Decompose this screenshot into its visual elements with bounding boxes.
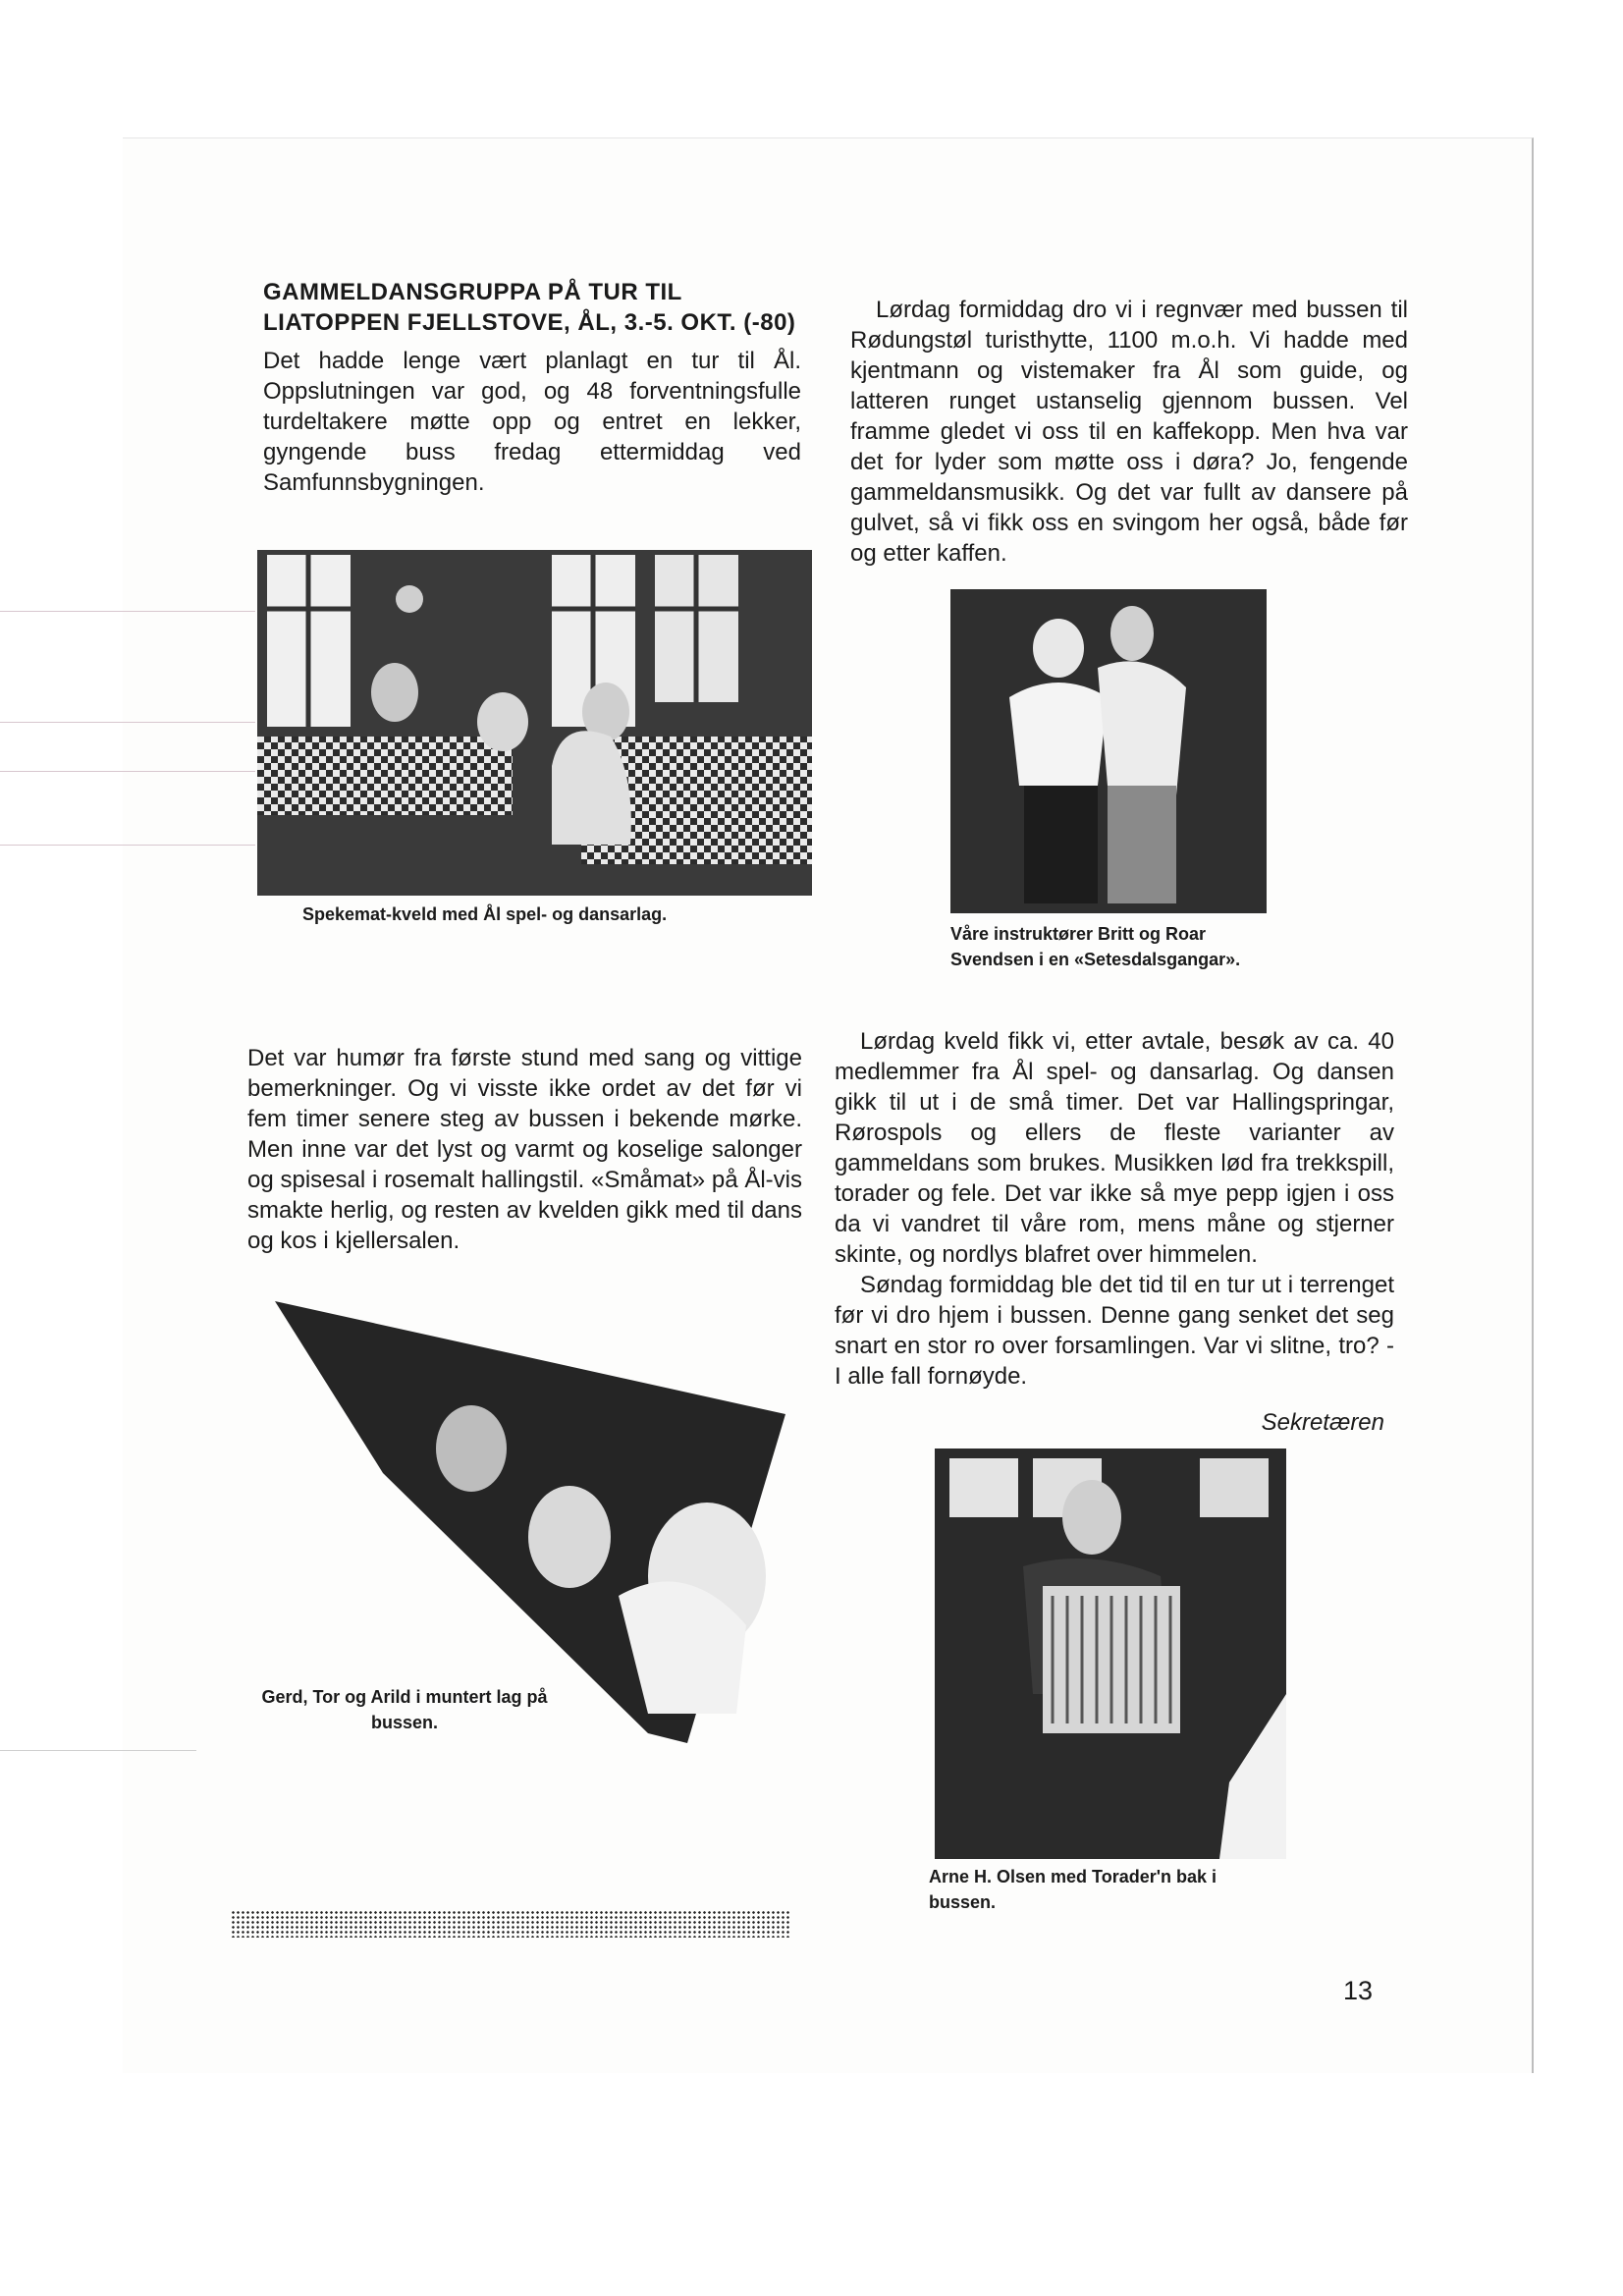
accordion-photo (935, 1449, 1286, 1859)
decorative-dot-rule (231, 1910, 790, 1938)
page-number: 13 (1343, 1976, 1374, 2005)
caption-dinner: Spekemat-kveld med Ål spel- og dansarlag. (302, 904, 668, 924)
bus-group-photo (275, 1301, 785, 1743)
scan-artifact-line (0, 722, 255, 723)
scan-artifact-line (0, 845, 255, 846)
saturday-morning-paragraph: Lørdag formiddag dro vi i regnvær med bussen til Rødungstøl turisthytte, 1100 m.o.h. Vi hadde med kjentmann og vistemaker fra Ål som guide, og latteren runget ustanselig gjennom bussen. Vel framme gledet vi oss til en kaffekopp. Men hva var det for lyder som møtte oss i døra? Jo, fengende gammeldansmusikk. Og det var fullt av dansere på gulvet, så vi fikk oss en svingom her også, både før og etter kaffen. (850, 297, 1408, 567)
signature: Sekretæren (1261, 1409, 1384, 1436)
dinner-photo (257, 550, 812, 896)
instructors-photo (950, 589, 1267, 913)
caption-accordion: Arne H. Olsen med Torader'n bak i bussen. (929, 1867, 1217, 1912)
caption-instructors: Våre instruktører Britt og Roar Svendsen i en «Setesdalsgangar». (950, 924, 1241, 969)
humor-paragraph: Det var humør fra første stund med sang og vittige bemerkninger. Og vi visste ikke ordet av det før vi fem timer senere steg av bussen i bekende mørke. Men inne var det lyst og varmt og koselige salonger og spisesal i rosemalt hallingstil. «Småmat» på Ål-vis smakte herlig, og resten av kvelden gikk med til dans og kos i kjellersalen. (247, 1045, 802, 1254)
article-heading-line2: LIATOPPEN FJELLSTOVE, ÅL, 3.-5. OKT. (-80) (263, 309, 796, 336)
scan-artifact-line (0, 611, 255, 612)
intro-paragraph: Det hadde lenge vært planlagt en tur til Ål. Oppslutningen var god, og 48 forventningsfulle turdeltakere møtte opp og entret en lekker, gyngende buss fredag ettermiddag ved Samfunnsbygningen. (263, 348, 801, 496)
article-heading-line1: GAMMELDANSGRUPPA PÅ TUR TIL (263, 279, 682, 305)
caption-bus-group: Gerd, Tor og Arild i muntert lag på bussen. (261, 1687, 548, 1732)
saturday-evening-paragraph: Lørdag kveld fikk vi, etter avtale, besøk av ca. 40 medlemmer fra Ål spel- og dansarlag. Og dansen gikk til ut i de små timer. Det var Hallingspringar, Rørospols og ellers de fleste varianter av gammeldans som brukes. Musikken lød fra trekkspill, torader og fele. Det var ikke så mye pepp igjen i oss da vi vandret til våre rom, mens måne og stjerner skinte, og nordlys blafret over himmelen. Søndag formiddag ble det tid til en tur ut i terrenget før vi dro hjem i bussen. Denne gang senket det seg snart en stor ro over forsamlingen. Var vi slitne, tro? - I alle fall fornøyde. (835, 1028, 1394, 1390)
scan-artifact-line (0, 1750, 196, 1751)
article-heading (263, 277, 833, 338)
scan-artifact-line (0, 771, 255, 772)
